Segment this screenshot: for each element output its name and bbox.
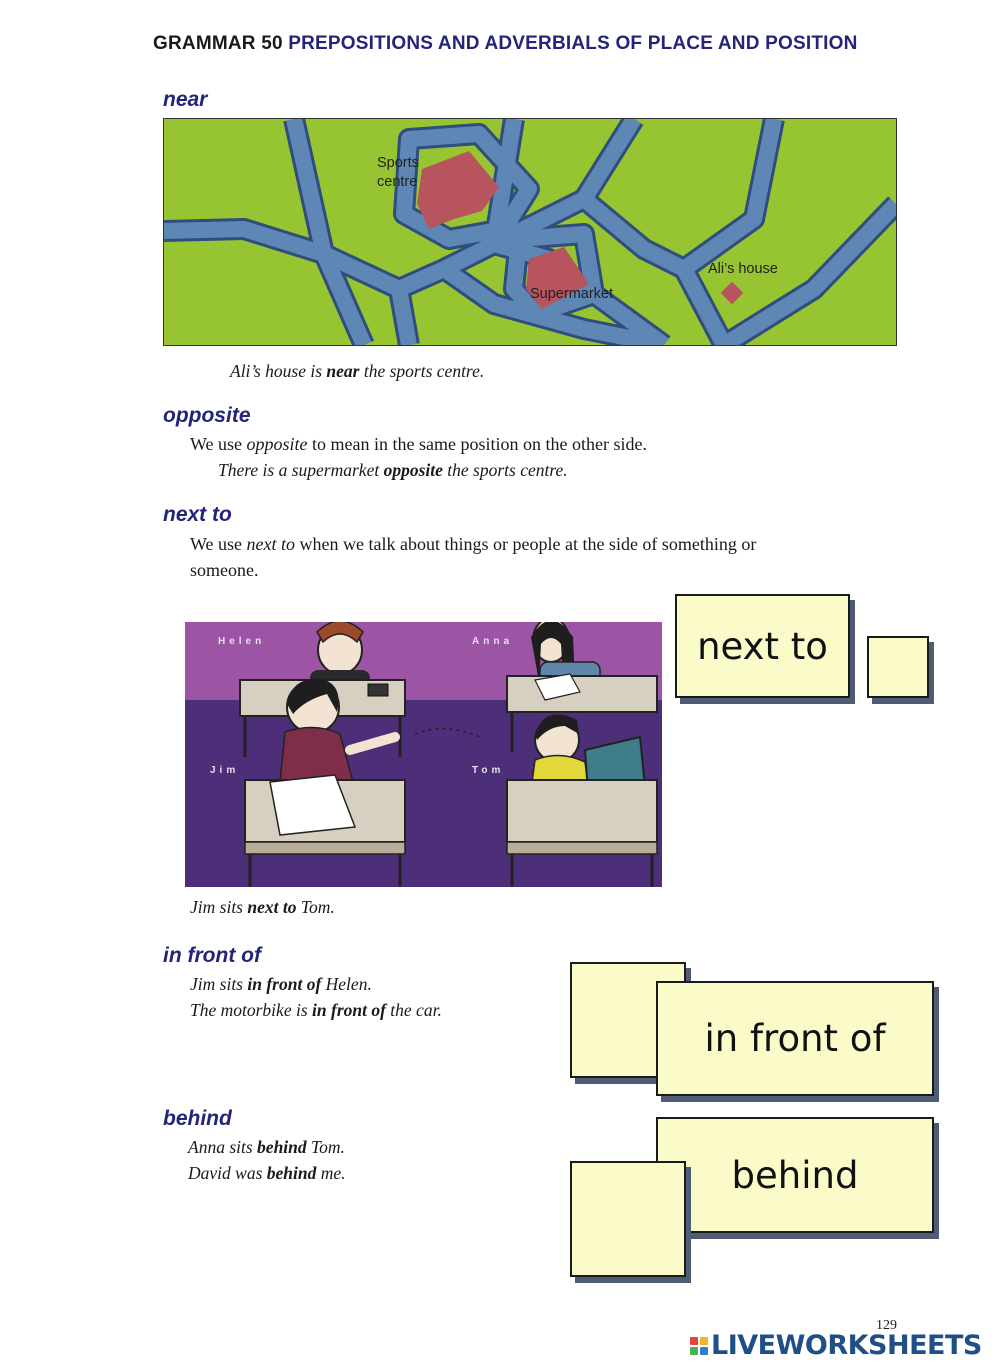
answer-card-in-front-of[interactable]: in front of	[656, 981, 934, 1096]
explanation-next-to: We use next to when we talk about things or people at the side of something or someone.	[190, 534, 757, 580]
page-number: 129	[876, 1318, 897, 1333]
label-jim: Jim	[210, 765, 240, 776]
heading-next-to: next to	[163, 503, 232, 526]
logo-text: LIVEWORKSHEETS	[711, 1330, 982, 1361]
heading-near: near	[163, 88, 208, 111]
label-sports-centre: Sports centre	[377, 155, 419, 190]
tom-desk	[507, 780, 657, 842]
drop-zone-behind[interactable]	[570, 1161, 686, 1277]
label-alis-house: Ali’s house	[708, 261, 778, 277]
heading-opposite: opposite	[163, 404, 251, 427]
anna-desk	[507, 676, 657, 712]
classroom-illustration	[185, 622, 662, 887]
logo-grid-icon	[690, 1337, 708, 1355]
grammar-title: PREPOSITIONS AND ADVERBIALS OF PLACE AND POSITION	[288, 33, 858, 54]
heading-behind: behind	[163, 1107, 232, 1130]
liveworksheets-logo[interactable]	[690, 1330, 982, 1361]
example-opposite: There is a supermarket opposite the sports centre.	[218, 460, 568, 480]
label-anna: Anna	[472, 636, 513, 647]
drop-zone-next-to[interactable]	[867, 636, 929, 698]
street-map-drawing	[164, 119, 896, 345]
street-map	[163, 118, 897, 346]
example-in-front-of-1: Jim sits in front of Helen.	[190, 974, 372, 994]
answer-card-behind[interactable]: behind	[656, 1117, 934, 1233]
label-supermarket: Supermarket	[530, 286, 614, 302]
explanation-opposite: We use opposite to mean in the same position on the other side.	[190, 434, 647, 454]
label-helen: Helen	[218, 636, 266, 647]
example-near: Ali’s house is near the sports centre.	[230, 361, 485, 381]
heading-in-front-of: in front of	[163, 944, 261, 967]
example-next-to: Jim sits next to Tom.	[190, 897, 335, 917]
label-tom: Tom	[472, 765, 505, 776]
example-behind-1: Anna sits behind Tom.	[188, 1137, 345, 1157]
page-header	[153, 33, 858, 55]
example-behind-2: David was behind me.	[188, 1163, 346, 1183]
answer-card-next-to[interactable]: next to	[675, 594, 850, 698]
grammar-number: GRAMMAR 50	[153, 33, 283, 54]
example-in-front-of-2: The motorbike is in front of the car.	[190, 1000, 442, 1020]
classroom-drawing	[185, 622, 662, 887]
